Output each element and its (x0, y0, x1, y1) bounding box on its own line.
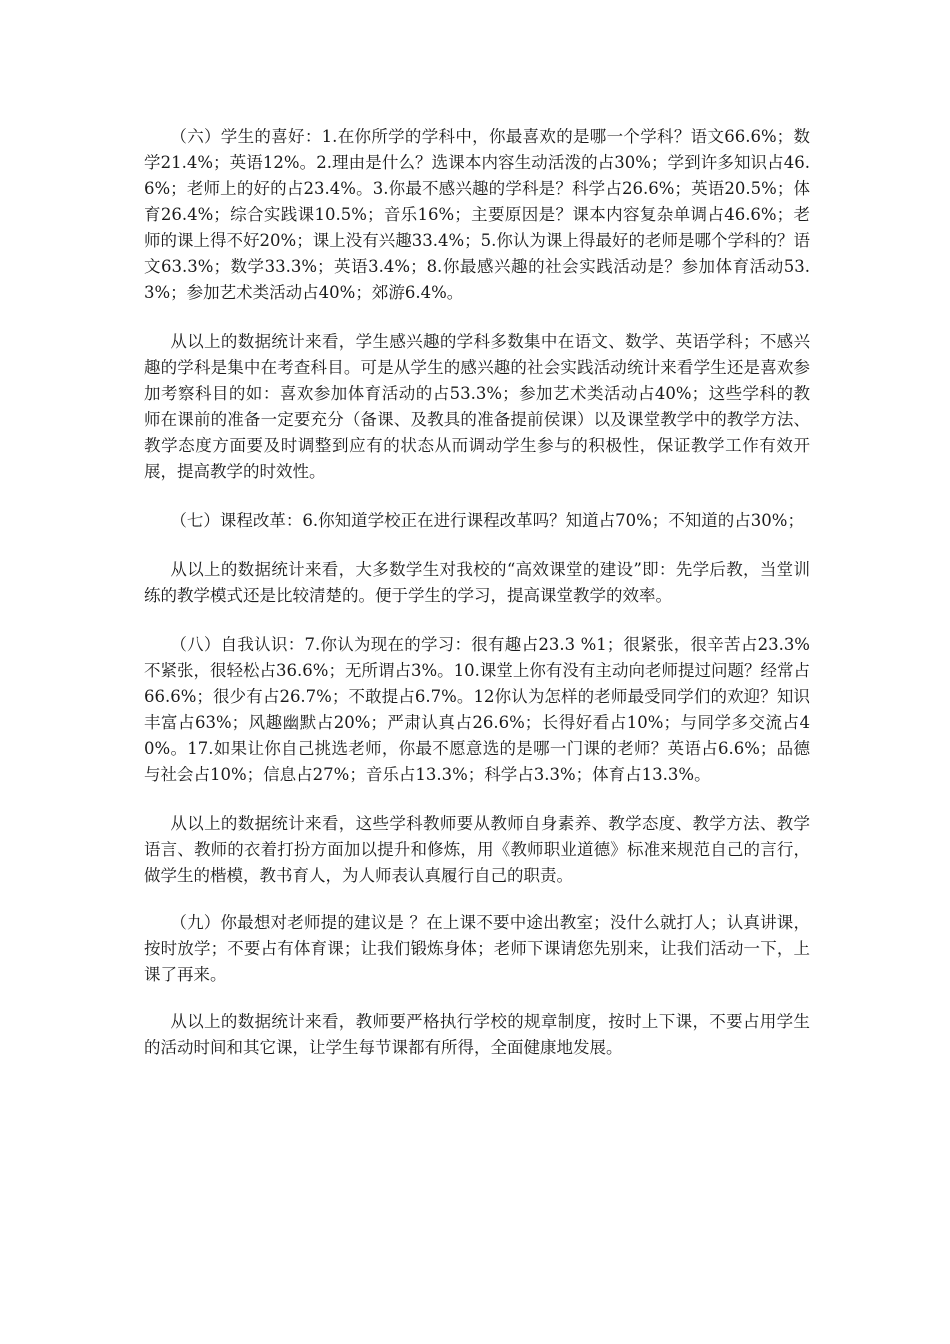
paragraph-gap (144, 306, 810, 329)
section-8-self-awareness: （八）自我认识：7.你认为现在的学习：很有趣占23.3 %1；很紧张，很辛苦占23.3%不紧张，很轻松占36.6%；无所谓占3%。10.课堂上你有没有主动向老师提过问题？经常占66.6%；很少有占26.7%；不敢提占6.7%。12你认为怎样的老师最受同学们的欢迎？知识丰富占63%；风趣幽默占20%；严肃认真占26.6%；长得好看占10%；与同学多交流占40%。17.如果让你自己挑选老师，你最不愿意选的是哪一门课的老师？英语占6.6%；品德与社会占10%；信息占27%；音乐占13.3%；科学占3.3%；体育占13.3%。 (144, 635, 810, 784)
document-body (144, 124, 810, 1061)
paragraph-gap (144, 609, 810, 632)
section-8-analysis: 从以上的数据统计来看，这些学科教师要从教师自身素养、教学态度、教学方法、教学语言、教师的衣着打扮方面加以提升和修炼，用《教师职业道德》标准来规范自己的言行，做学生的楷模，教书育人，为人师表认真履行自己的职责。 (144, 814, 810, 885)
paragraph-gap (144, 889, 810, 910)
section-7-curriculum-reform: （七）课程改革：6.你知道学校正在进行课程改革吗？知道占70%；不知道的占30%； (170, 511, 804, 530)
paragraph-gap (144, 788, 810, 811)
section-6-analysis: 从以上的数据统计来看，学生感兴趣的学科多数集中在语文、数学、英语学科；不感兴趣的学科是集中在考查科目。可是从学生的感兴趣的社会实践活动统计来看学生还是喜欢参加考察科目的如：喜欢参加体育活动的占53.3%；参加艺术类活动占40%；这些学科的教师在课前的准备一定要充分（备课、及教具的准备提前侯课）以及课堂教学中的教学方法、教学态度方面要及时调整到应有的状态从而调动学生参与的积极性，保证教学工作有效开展，提高教学的时效性。 (144, 332, 810, 481)
section-6-preferences: （六）学生的喜好：1.在你所学的学科中，你最喜欢的是哪一个学科？语文66.6%；数学21.4%；英语12%。2.理由是什么？选课本内容生动活泼的占30%；学到许多知识占46.6%；老师上的好的占23.4%。3.你最不感兴趣的学科是？科学占26.6%；英语20.5%；体育26.4%；综合实践课10.5%；音乐16%；主要原因是？课本内容复杂单调占46.6%；老师的课上得不好20%；课上没有兴趣33.4%；5.你认为课上得最好的老师是哪个学科的？语文63.3%；数学33.3%；英语3.4%；8.你最感兴趣的社会实践活动是？参加体育活动53.3%；参加艺术类活动占40%；郊游6.4%。 (144, 127, 810, 302)
section-9-analysis: 从以上的数据统计来看，教师要严格执行学校的规章制度，按时上下课，不要占用学生的活动时间和其它课，让学生每节课都有所得，全面健康地发展。 (144, 1012, 810, 1057)
paragraph-gap (144, 485, 810, 508)
paragraph-gap (144, 988, 810, 1009)
paragraph-gap (144, 534, 810, 557)
section-9-suggestions: （九）你最想对老师提的建议是 ？在上课不要中途出教室；没什么就打人；认真讲课，按时放学；不要占有体育课；让我们锻炼身体；老师下课请您先别来，让我们活动一下，上课了再来。 (144, 913, 810, 984)
section-7-analysis: 从以上的数据统计来看，大多数学生对我校的“高效课堂的建设”即：先学后教，当堂训练的教学模式还是比较清楚的。便于学生的学习，提高课堂教学的效率。 (144, 560, 810, 605)
